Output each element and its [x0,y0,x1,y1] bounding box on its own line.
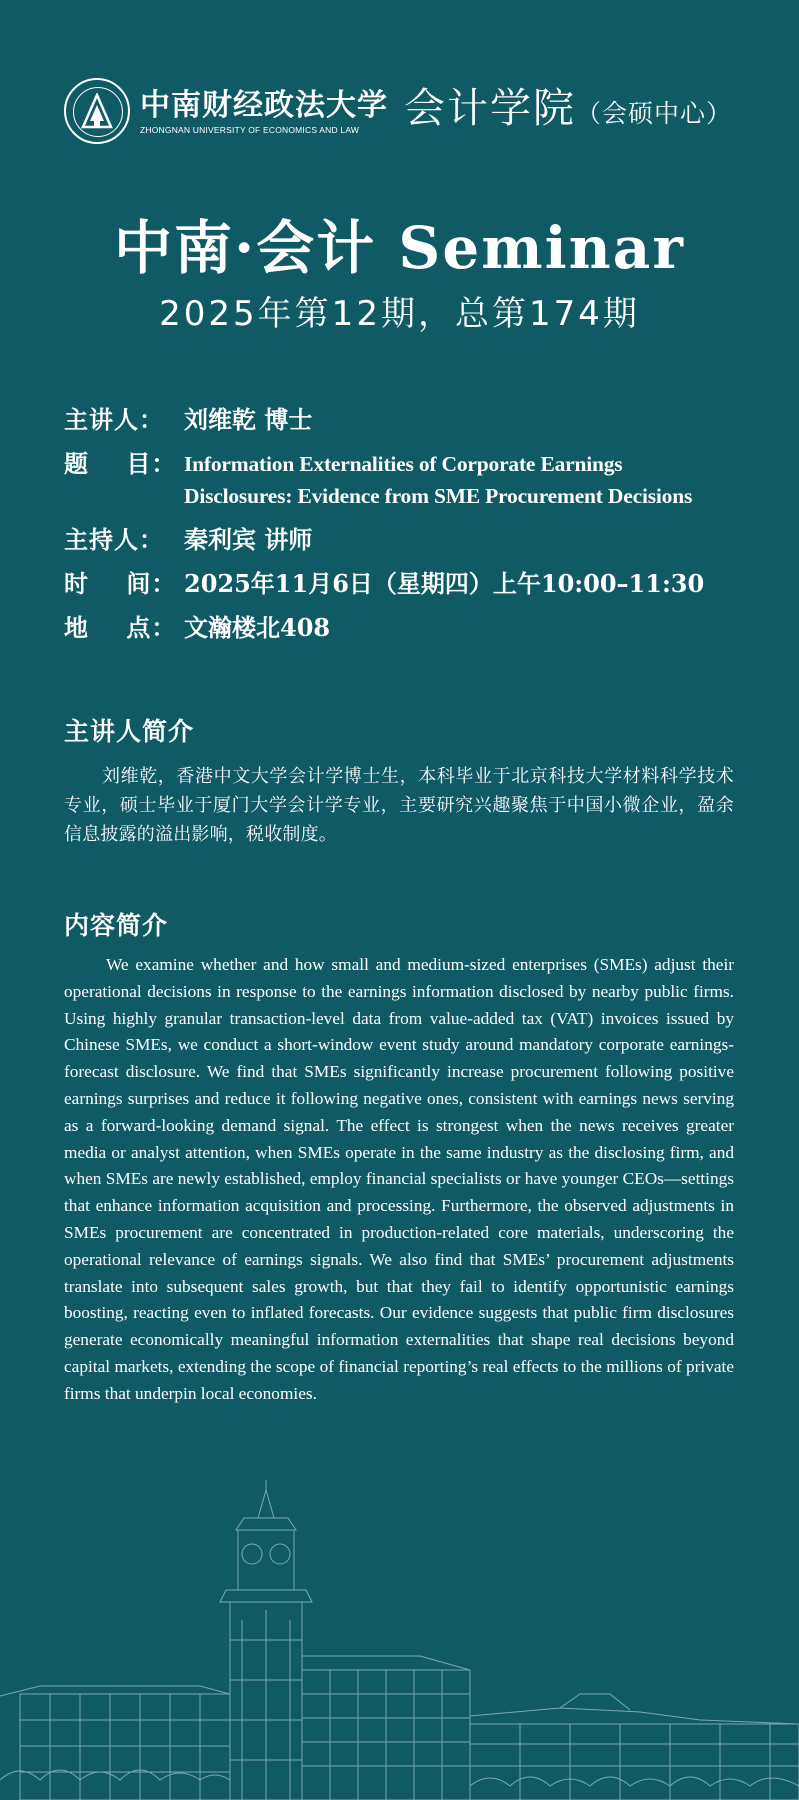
abstract-section-title: 内容简介 [64,911,169,940]
topic-line-1: Information Externalities of Corporate Earnings [184,452,623,476]
location-value: 文瀚楼北408 [184,613,331,642]
time-row [64,568,764,600]
university-name-cn: 中南财经政法大学 [140,87,388,123]
host-value: 秦利宾 讲师 [184,525,313,554]
host-row [64,524,764,556]
location-label: 地 点： [64,614,177,642]
topic-line-2: Disclosures: Evidence from SME Procurement Decisions [184,484,693,508]
topic-value [184,448,692,512]
topic-label: 题 目： [64,450,177,478]
seminar-info [64,404,764,644]
university-name [140,88,388,135]
university-logo-icon [64,78,130,144]
topic-row [64,448,764,512]
seminar-title: 中南·会计 Seminar [114,214,685,282]
header [64,78,732,144]
speaker-value: 刘维乾 博士 [184,405,313,434]
time-label: 时 间： [64,570,177,598]
location-row [64,612,764,644]
speaker-row [64,404,764,436]
time-value: 2025年11月6日（星期四）上午10:00–11:30 [184,569,705,598]
school-subtitle: （会硕中心） [576,99,733,128]
school-title: 会计学院 [404,84,576,132]
school-name [404,83,732,139]
seminar-issue: 2025年第12期，总第174期 [159,294,640,334]
bio-section-title: 主讲人简介 [64,717,195,746]
abstract-text: We examine whether and how small and medium-sized enterprises (SMEs) adjust their operational decisions in response to the earnings information disclosed by nearby public firms. Using highly granular transaction-level data from value-added tax (VAT) invoices issued by Chinese SMEs, we conduct a short-window event study around mandatory corporate earnings-forecast disclosure. We find that SMEs significantly increase procurement following positive earnings surprises and reduce it following negative ones, consistent with earnings news serving as a forward-looking demand signal. The effect is strongest when the news receives greater media or analyst attention, when SMEs operate in the same industry as the disclosing firm, and when SMEs are newly established, employ financial specialists or have younger CEOs—settings that enhance information acquisition and processing. Furthermore, the observed adjustments in SMEs procurement are concentrated in production-related core materials, underscoring the operational relevance of earnings signals. We also find that SMEs’ procurement adjustments translate into subsequent sales growth, but that they fail to identify opportunistic earnings boosting, reacting even to inflated forecasts. Our evidence suggests that public firm disclosures generate economically meaningful information externalities that shape real decisions beyond capital markets, extending the scope of financial reporting’s real effects to the millions of private firms that underpin local economies. [64,955,734,1403]
bio-text: 刘维乾，香港中文大学会计学博士生，本科毕业于北京科技大学材料科学技术专业，硕士毕业于厦门大学会计学专业，主要研究兴趣聚焦于中国小微企业，盈余信息披露的溢出影响，税收制度。 [64,766,734,845]
campus-illustration [0,1480,799,1800]
speaker-label: 主讲人： [64,406,164,434]
university-name-en: ZHONGNAN UNIVERSITY OF ECONOMICS AND LAW [140,124,360,135]
host-label: 主持人： [64,526,164,554]
